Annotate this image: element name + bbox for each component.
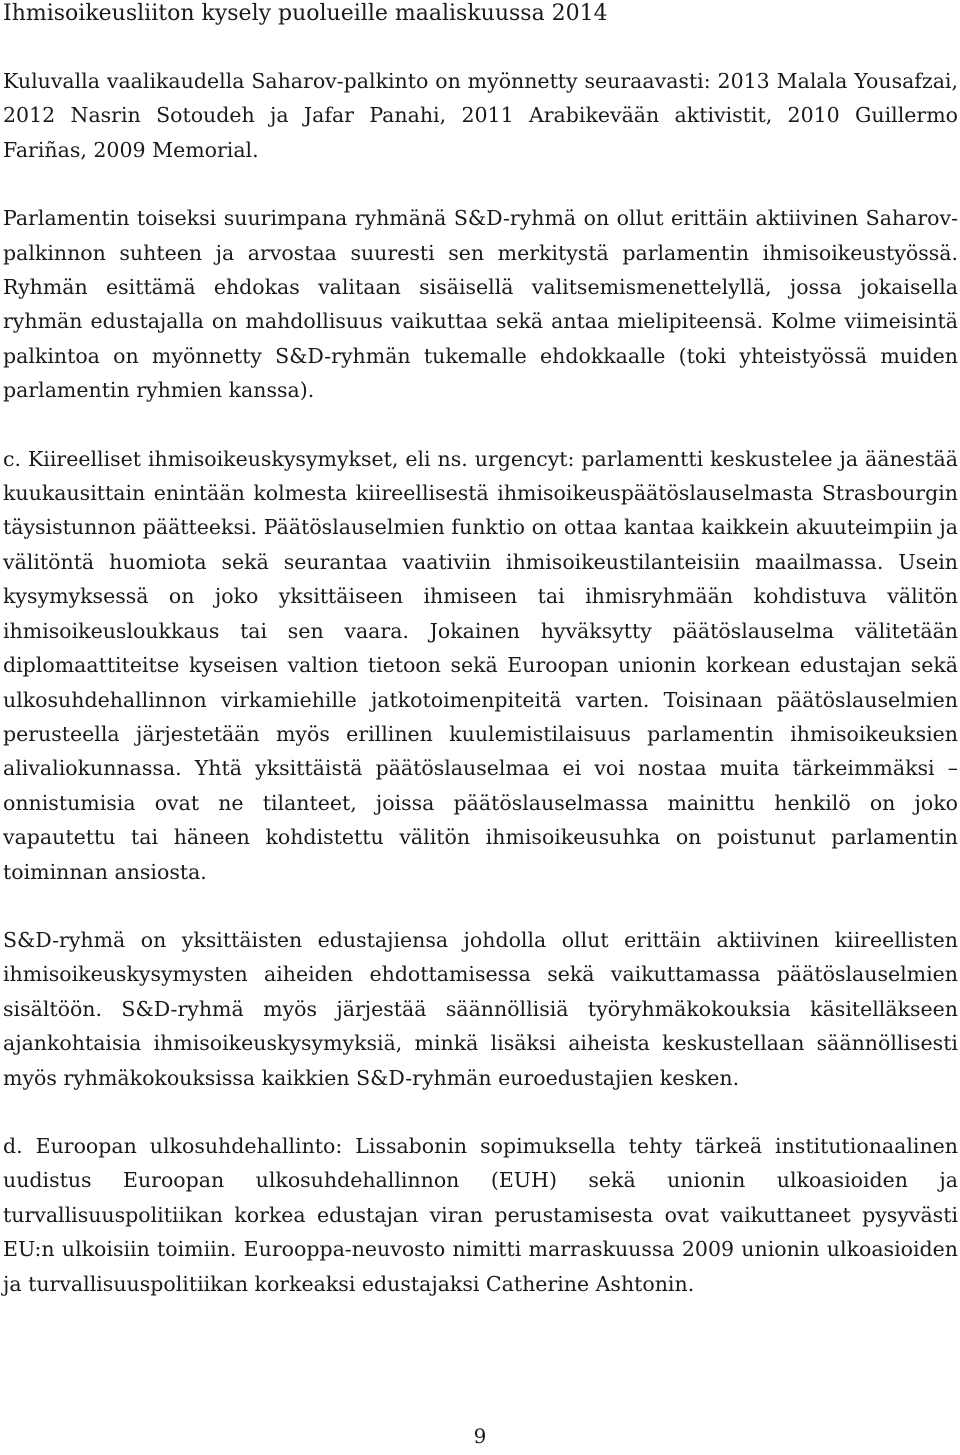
paragraph-urgency-resolutions: c. Kiireelliset ihmisoikeuskysymykset, eli ns. urgencyt: parlamentti keskustelee ja äänestää kuukausittain enintään kolmesta kiireellisestä ihmisoikeuspäätöslauselmasta Strasbourgin täysistunnon päätteeksi. Päätöslauselmien funktio on ottaa kantaa kaikkein akuuteimpiin ja välitöntä huomiota sekä seurantaa vaativiin ihmisoikeustilanteisiin maailmassa. Usein kysymyksessä on joko yksittäiseen ihmiseen tai ihmisryhmään kohdistuva välitön ihmisoikeusloukkaus tai sen vaara. Jokainen hyväksytty päätöslauselma välitetään diplomaattiteitse kyseisen valtion tietoon sekä Euroopan unionin korkean edustajan sekä ulkosuhdehallinnon virkamiehille jatkotoimenpiteitä varten. Toisinaan päätöslauselmien perusteella järjestetään myös erillinen kuulemistilaisuus parlamentin ihmisoikeuksien alivaliokunnassa. Yhtä yksittäistä päätöslauselmaa ei voi nostaa muita tärkeimmäksi – onnistumisia ovat ne tilanteet, joissa päätöslauselmassa mainittu henkilö on joko vapautettu tai häneen kohdistettu välitön ihmisoikeusuhka on poistunut parlamentin toiminnan ansiosta. — [3, 446, 958, 884]
paragraph-sd-group-saharov: Parlamentin toiseksi suurimpana ryhmänä S&D-ryhmä on ollut erittäin aktiivinen Saharov-palkinnon suhteen ja arvostaa suuresti sen merkitystä parlamentin ihmisoikeustyössä. Ryhmän esittämä ehdokas valitaan sisäisellä valitsemismenettelyllä, jossa jokaisella ryhmän edustajalla on mahdollisuus vaikuttaa sekä antaa mielipiteensä. Kolme viimeisintä palkintoa on myönnetty S&D-ryhmän tukemalle ehdokkaalle (toki yhteistyössä muiden parlamentin ryhmien kanssa). — [3, 206, 958, 403]
paragraph-saharov-laureates: Kuluvalla vaalikaudella Saharov-palkinto on myönnetty seuraavasti: 2013 Malala Yousafzai, 2012 Nasrin Sotoudeh ja Jafar Panahi, 2011 Arabikevään aktivistit, 2010 Guillermo Fariñas, 2009 Memorial. — [3, 69, 958, 162]
page-number: 9 — [473, 1424, 487, 1448]
paragraph-eeas: d. Euroopan ulkosuhdehallinto: Lissabonin sopimuksella tehty tärkeä institutionaalinen uudistus Euroopan ulkosuhdehallinnon (EUH) sekä unionin ulkoasioiden ja turvallisuuspolitiikan korkea edustajan viran perustamisesta ovat vaikuttaneet pysyvästi EU:n ulkoisiin toimiin. Eurooppa-neuvosto nimitti marraskuussa 2009 unionin ulkoasioiden ja turvallisuuspolitiikan korkeaksi edustajaksi Catherine Ashtonin. — [3, 1133, 958, 1296]
document-page — [3, 0, 958, 1301]
document-header: Ihmisoikeusliiton kysely puolueille maaliskuussa 2014 — [3, 1, 608, 26]
paragraph-sd-group-urgencies: S&D-ryhmä on yksittäisten edustajiensa johdolla ollut erittäin aktiivinen kiireellisten ihmisoikeuskysymysten aiheiden ehdottamisessa sekä vaikuttamassa päätöslauselmien sisältöön. S&D-ryhmä myös järjestää säännöllisiä työryhmäkokouksia käsitelläkseen ajankohtaisia ihmisoikeuskysymyksiä, minkä lisäksi aiheista keskustellaan säännöllisesti myös ryhmäkokouksissa kaikkien S&D-ryhmän euroedustajien kesken. — [3, 927, 958, 1090]
